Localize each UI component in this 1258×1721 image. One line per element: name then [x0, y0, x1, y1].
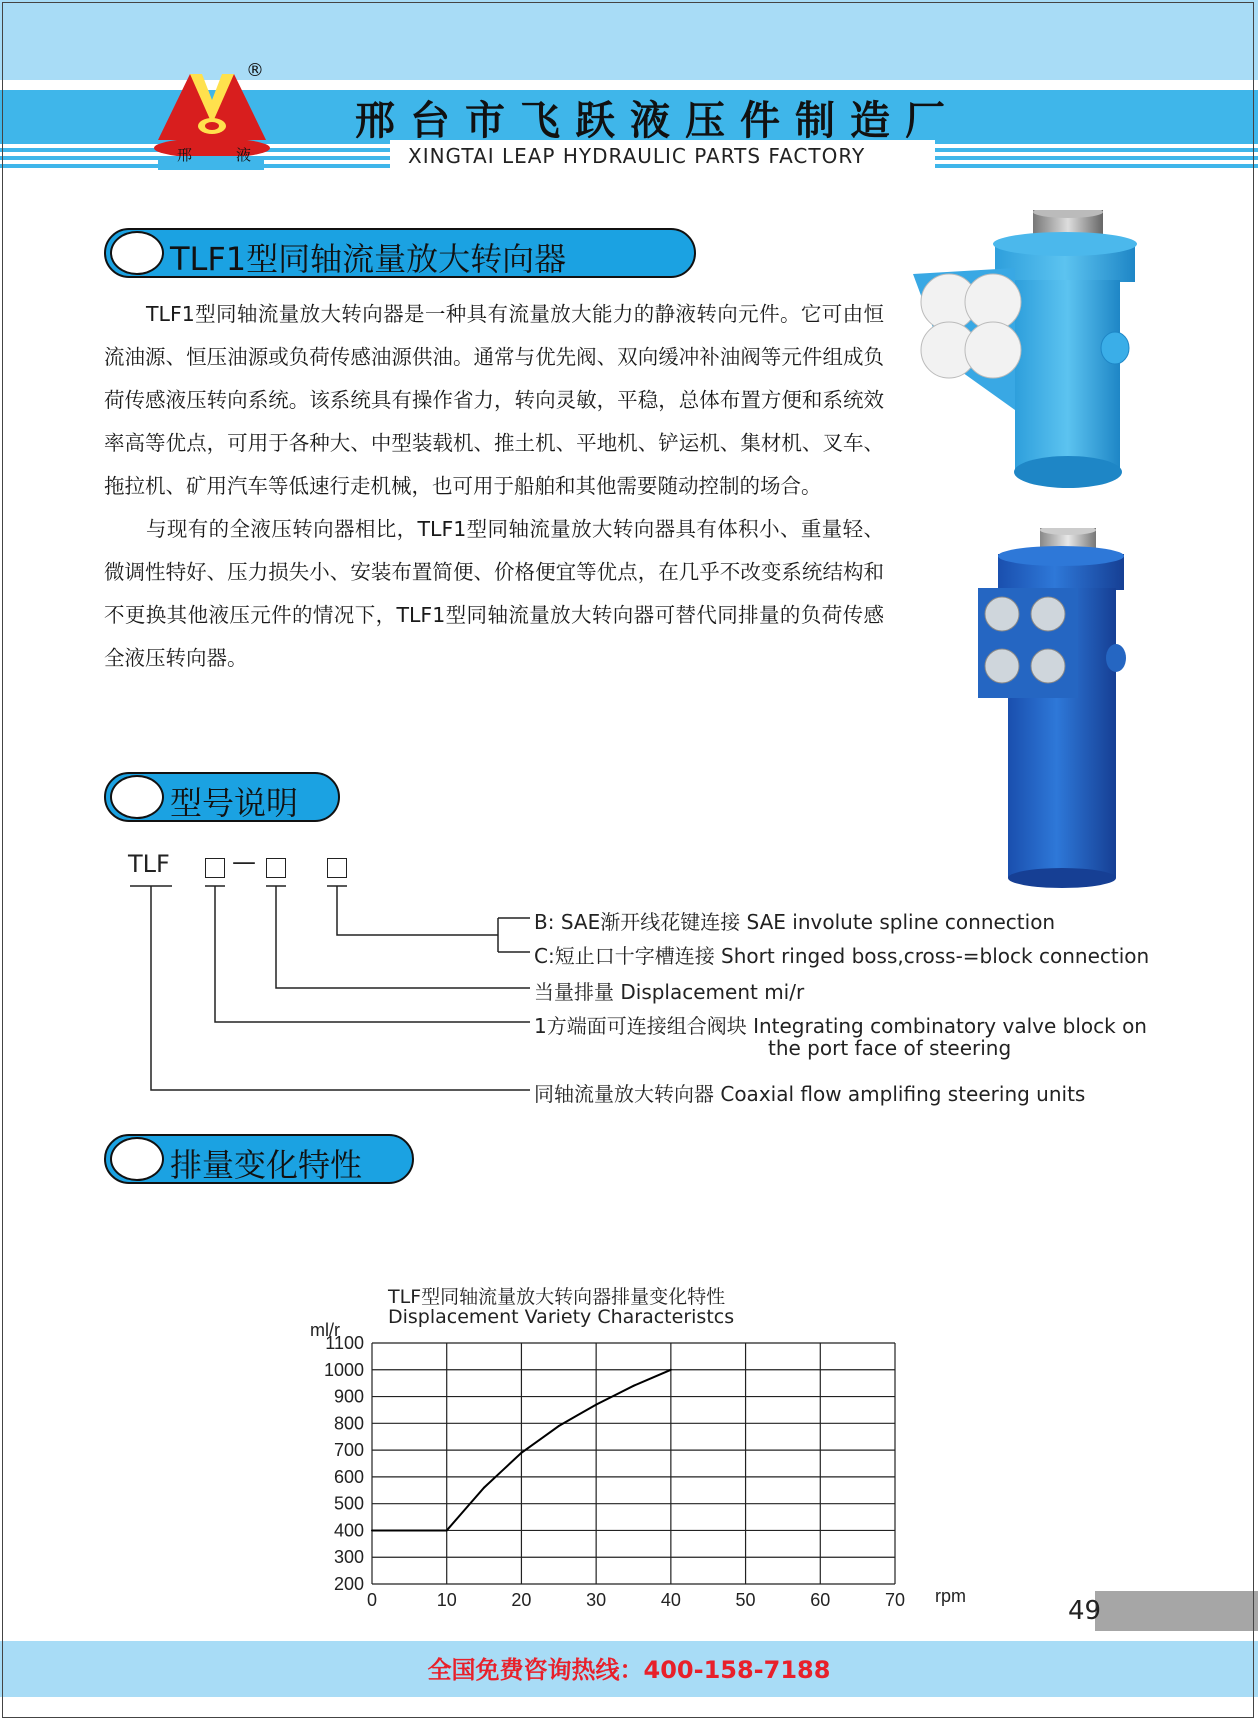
pill-circle-icon — [110, 775, 164, 819]
data-point — [446, 1529, 448, 1531]
x-tick-label: 50 — [735, 1590, 756, 1610]
data-point — [633, 1385, 635, 1387]
legend-valve-block: 1方端面可连接组合阀块 Integrating combinatory valve block on — [534, 1014, 1147, 1038]
model-code-dash: — — [232, 848, 256, 876]
y-tick-label: 1100 — [325, 1333, 364, 1353]
pill-circle-icon — [110, 231, 164, 275]
y-tick-label: 200 — [333, 1574, 364, 1594]
y-tick-label: 1000 — [323, 1359, 364, 1380]
x-tick-label: 20 — [511, 1590, 532, 1610]
model-code-box-2 — [266, 858, 286, 878]
y-tick-label: 700 — [333, 1440, 364, 1461]
model-code-box-1 — [205, 858, 225, 878]
company-name-cn: 邢台市飞跃液压件制造厂 — [355, 98, 960, 144]
data-point — [483, 1487, 485, 1489]
displacement-chart — [290, 1320, 1010, 1620]
x-tick-label: 40 — [660, 1590, 681, 1610]
logo-char-left: 邢 — [177, 146, 193, 164]
section-title-intro — [104, 228, 696, 278]
model-code-prefix: TLF — [128, 850, 170, 878]
page-number: 49 — [1068, 1596, 1102, 1626]
data-point — [595, 1404, 597, 1406]
legend-valve-block-cont: the port face of steering — [768, 1036, 1012, 1060]
legend-steering-units: 同轴流量放大转向器 Coaxial flow amplifing steering units — [534, 1082, 1086, 1106]
data-point — [670, 1369, 672, 1371]
header-stripe-right — [935, 140, 1258, 170]
section-title-displacement — [104, 1134, 414, 1184]
intro-paragraph-2: 与现有的全液压转向器相比，TLF1型同轴流量放大转向器具有体积小、重量轻、微调性特好、压力损失小、安装布置简便、价格便宜等优点，在几乎不改变系统结构和不更换其他液压元件的情况下，TLF1型同轴流量放大转向器可替代同排量的负荷传感全液压转向器。 — [104, 517, 884, 670]
intro-text-block — [104, 293, 884, 680]
y-tick-label: 400 — [333, 1520, 364, 1541]
page-number-bar — [1095, 1591, 1258, 1631]
x-tick-label: 60 — [810, 1590, 831, 1610]
model-code-box-3 — [327, 858, 347, 878]
chart-subtitle: Displacement Variety Characteristcs — [388, 1306, 735, 1328]
section-title-intro-text: TLF1型同轴流量放大转向器 — [170, 240, 567, 278]
section-title-displacement-text: 排量变化特性 — [170, 1146, 363, 1184]
legend-displacement: 当量排量 Displacement mi/r — [534, 980, 805, 1004]
legend-c: C:短止口十字槽连接 Short ringed boss,cross-=block connection — [534, 944, 1150, 968]
chart-title: TLF型同轴流量放大转向器排量变化特性 — [388, 1286, 726, 1308]
y-tick-label: 500 — [333, 1493, 364, 1514]
y-tick-label: 900 — [333, 1386, 364, 1407]
x-tick-label: 10 — [436, 1590, 457, 1610]
x-tick-label: 30 — [586, 1590, 607, 1610]
product-photo-light-blue — [905, 210, 1145, 510]
pill-circle-icon — [110, 1137, 164, 1181]
legend-b: B: SAE渐开线花键连接 SAE involute spline connection — [534, 910, 1056, 934]
x-axis-label: rpm — [935, 1586, 966, 1606]
registered-mark: ® — [246, 60, 264, 81]
section-title-model-text: 型号说明 — [170, 784, 299, 822]
y-tick-label: 600 — [333, 1466, 364, 1487]
x-tick-label: 70 — [884, 1590, 906, 1610]
intro-paragraph-1: TLF1型同轴流量放大转向器是一种具有流量放大能力的静液转向元件。它可由恒流油源、恒压油源或负荷传感油源供油。通常与优先阀、双向缓冲补油阀等元件组成负荷传感液压转向系统。该系统具有操作省力，转向灵敏，平稳，总体布置方便和系统效率高等优点，可用于各种大、中型装载机、推土机、平地机、铲运机、集材机、叉车、拖拉机、矿用汽车等低速行走机械，也可用于船舶和其他需要随动控制的场合。 — [104, 302, 884, 498]
y-tick-label: 300 — [333, 1547, 364, 1568]
logo-char-right: 液 — [236, 146, 252, 164]
product-photo-dark-blue — [968, 528, 1128, 888]
data-point — [371, 1529, 373, 1531]
x-tick-label: 0 — [366, 1590, 378, 1610]
y-tick-label: 800 — [333, 1413, 364, 1434]
data-point — [520, 1452, 522, 1454]
y-axis-label: ml/r — [310, 1320, 340, 1340]
hotline-text: 全国免费咨询热线：400-158-7188 — [427, 1656, 831, 1684]
company-name-en: XINGTAI LEAP HYDRAULIC PARTS FACTORY — [408, 144, 866, 168]
data-point — [558, 1425, 560, 1427]
section-title-model — [104, 772, 340, 822]
